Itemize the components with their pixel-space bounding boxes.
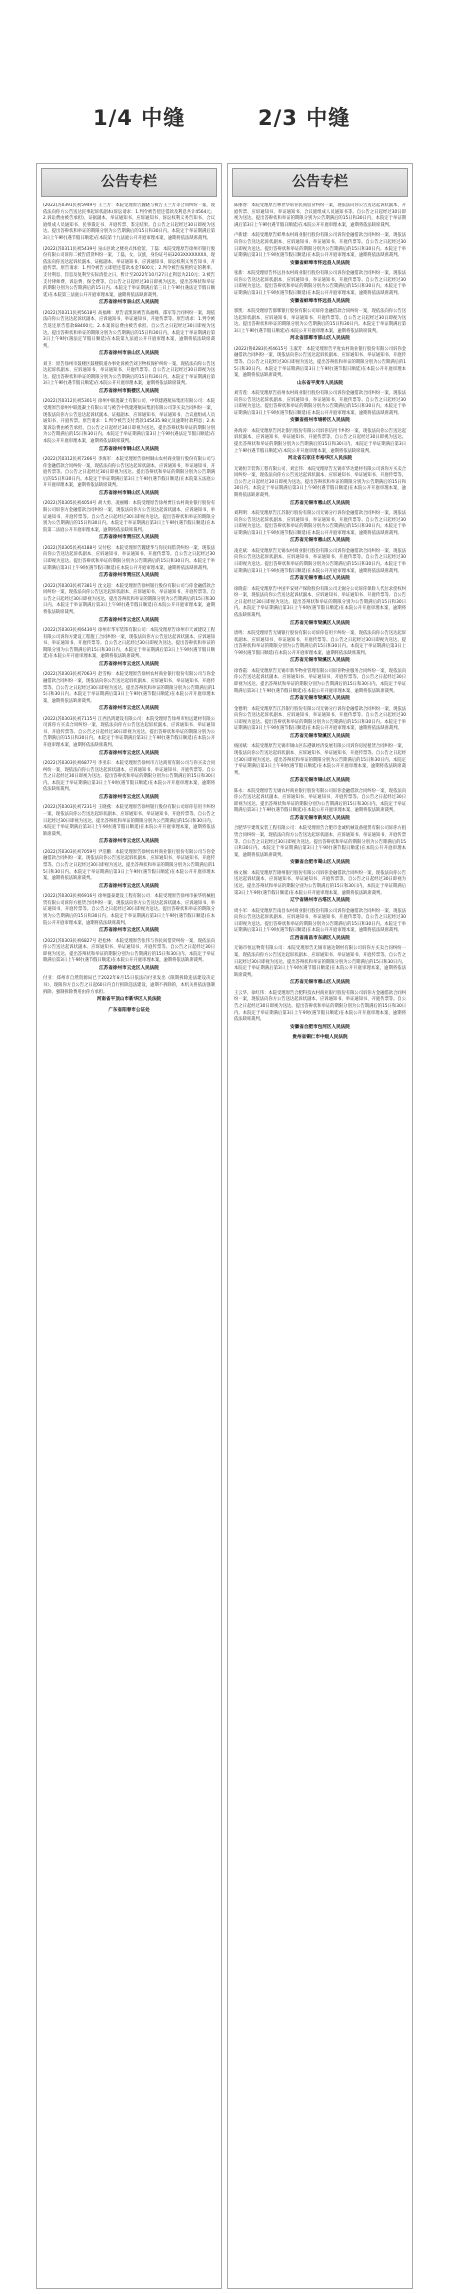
notice-item [43, 546, 215, 580]
notice-issuer: 河南省平顶山市新华区人民法院 [96, 997, 162, 1003]
notice-item [43, 311, 215, 358]
notice-issuer: 江苏省徐州市云龙区人民法院 [99, 839, 159, 845]
notice-item [43, 362, 215, 396]
notice-text: 刘雪莲：本院受理原告宿州农村商业银行股份有限公司诉你金融借款合同纠纷一案，现依法向你公告送达起诉状副本、应诉通知书、举证通知书、开庭传票等。自公告之日起经过30日即视为送达。提出答辩状和举证的期限分别为公告期满后的15日和30日内。本院定于举证期满后第3日上午9时(遇节假日顺延)在本院公开开庭审理本案，逾期将依法缺席裁判。 [234, 391, 406, 416]
notice-text: (2022)苏0303民初6827号 赵松林：本院受理原告张伟与你民间借贷纠纷一案，现依法向你公告送达起诉状副本、应诉通知书、举证通知书、开庭传票等。自公告之日起经过30日即视为送达。提出答辩状和举证的期限分别为公告期满后的15日和30日内。本院定于举证期满后第3日上午9时(遇节假日顺延)在本院公开开庭审理本案，逾期将依法缺席裁判。 [43, 938, 215, 964]
notice-item [43, 894, 215, 934]
notice-text: 刘利明：本院受理原告江苏银行股份有限公司无锡分行诉你金融借款合同纠纷一案，现依法向你公告送达起诉状副本、应诉通知书、举证通知书、开庭传票等。自公告之日起经过30日即视为送达。提出答辩状和举证的期限分别为公告期满后的15日和30日内。本院定于举证期满后第3日上午9时(遇节假日顺延)在本院公开开庭审理本案，逾期将依法缺席裁判。 [234, 511, 406, 536]
notice-item [234, 991, 406, 1031]
notice-text: (2022)苏0303民初6877号 李亚东：本院受理原告徐州市万达商贸有限公司与你买卖合同纠纷一案，现依法向你公告送达起诉状副本、应诉通知书、举证通知书、开庭传票等。自公告之日起经过30日即视为送达。提出答辩状和举证的期限分别为公告期满后的15日和30日内。本院定于举证期满后第3日上午9时(遇节假日顺延)在本院公开开庭审理本案，逾期将依法缺席裁判。 [43, 761, 215, 793]
notice-issuer: 江苏省无锡市惠山区人民法院 [290, 538, 350, 544]
notice-text: (2022)苏0312民初7266号 李海军：本院受理原告徐州铜山农村商业银行股份有限公司与你金融借款合同纠纷一案，现依法向你公告送达起诉状副本、应诉通知书、举证通知书、开庭传票等。自公告之日起经过30日即视为送达。提出答辩状和举证的期限分别为公告期满后的15日和30日内。本院定于举证期满后第3日上午9时(遇节假日顺延)在本院第五法庭公开开庭审理本案，逾期将依法缺席裁判。 [43, 457, 215, 489]
notice-text: (2022)苏0391民初5949号 王兰芳：本院受理原告魏晓与被告王兰芳等合同纠纷一案，现依法向你方公告送达民事起诉状副本(诉讼请求：1.判令被告偿还借款及利息共计4564元；2.诉讼费由被告承担)、证据副本、举证通知书、应诉通知书、诉讼权利义务告知书、合议庭组成人员通知书、民事裁定书、开庭传票、鉴定结果。自公告之日起经过30日即视为送达。提出答辩状和举证的期限分别为公告期满后的15日和30日内。本院定于举证期满后第3日上午9时(遇节假日顺延)在本院第十九法庭公开开庭审理本案，逾期将依法缺席裁判。 [43, 203, 215, 241]
notice-text: (2022)苏0305民初4054号 胡大勇、凌丽娜：本院受理原告徐州贾汪农村商业银行股份有限公司诉你方金融借款合同纠纷一案，现依法向你方公告送达起诉状副本、应诉通知书、举证通知书、开庭传票等。自公告之日起经过30日即视为送达。提出答辩状和举证的期限分别为公告期满后的15日和30日内。本院定于举证期满后第3日上午9时(遇节假日顺延)在本院第二法庭公开开庭审理本案，逾期将依法缺席裁判。 [43, 501, 215, 533]
notice-text: 刘卫：原告徐州市鼓楼区鼓楼街道办事处诉被告刘卫物权保护纠纷一案，现依法向你公告送达起诉状副本、应诉通知书、举证通知书、开庭传票等。自公告之日起经过30日即视为送达。提出答辩状和举证的期限分别为公告期满后的15日和30日内。本院定于举证期满后第3日上午9时(遇节假日顺延)在本院公开开庭审理本案，逾期将依法缺席裁判。 [43, 361, 215, 387]
notice-issuer: 江苏省徐州市云龙区人民法院 [99, 795, 159, 801]
notice-item [43, 672, 215, 712]
notice-item [234, 789, 406, 823]
notice-text: (2022)苏0305民初4188号 吴付松：本院受理原告魏建华与你民间借贷纠纷一案，现依法向你公告送达起诉状副本、应诉通知书、举证通知书、开庭传票等。自公告之日起经过30日即视为送达。提出答辩状和举证的期限分别为公告期满后的15日和30日内。本院定于举证期满后第3日上午9时(遇节假日顺延)在本院公开开庭审理本案，逾期将依法缺席裁判。 [43, 545, 215, 571]
notice-text: 王云华、徐红伟：本院受理原告合肥科技农村商业银行股份有限公司诉你方金融借款合同纠纷一案，现依法向你方公告送达起诉状副本、应诉通知书、举证通知书、开庭传票等。自公告之日起经过30日即视为送达。提出答辩状和举证的期限分别为公告期满后的15日和30日内。本院定于举证期满后第3日上午9时(遇节假日顺延)在本院公开开庭审理本案，逾期将依法缺席裁判。 [234, 990, 406, 1023]
notice-item [43, 805, 215, 845]
notice-text: (2022)苏0303民初6916号 徐州盛泰建设工程有限公司：本院受理原告徐州市振华机械租赁有限公司诉你方租赁合同纠纷一案，现依法向你方公告送达起诉状副本、应诉通知书、举证通知书、开庭传票等。自公告之日起经过30日即视为送达。提出答辩状和举证的期限分别为公告期满后的15日和30日内。本院定于举证期满后第3日上午9时(遇节假日顺延)在本院公开开庭审理本案，逾期将依法缺席裁判。 [43, 894, 215, 926]
notice-item [43, 457, 215, 497]
notice-item [234, 669, 406, 703]
notice-text: (2022)苏0303民初7381号 沈文超：本院受理原告徐州银行股份有限公司与你金融借款合同纠纷一案，现依法向你公告送达起诉状副本、应诉通知书、举证通知书、开庭传票等。自公告之日起经过30日即视为送达。提出答辩状和举证的期限分别为公告期满后的15日和30日内。本院定于举证期满后第3日上午9时(遇节假日顺延)在本院公开开庭审理本案，逾期将依法缺席裁判。 [43, 583, 215, 615]
notice-issuer: 江苏省徐州市铜山区人民法院 [99, 446, 159, 452]
notice-text: 郭凯：本院受理原告邯郸银行股份有限公司诉你金融借款合同纠纷一案，现依法向你公告送达起诉状副本、应诉通知书、举证通知书、开庭传票等。自公告之日起经过30日即视为送达。提出答辩状和举证的期限分别为公告期满后的15日和30日内。本院定于举证期满后第3日上午9时(遇节假日顺延)在本院公开开庭审理本案，逾期将依法缺席裁判。 [234, 308, 406, 334]
notice-item [43, 850, 215, 890]
notice-text: 杨文阁：本院受理原告锦州银行股份有限公司诉你金融借款合同纠纷一案，现依法向你公告送达起诉状副本、应诉通知书、举证通知书、开庭传票等。自公告之日起经过30日即视为送达。提出答辩状和举证的期限分别为公告期满后的15日和30日内。本院定于举证期满后第3日上午9时(遇节假日顺延)在本院公开开庭审理本案，逾期将依法缺席裁判。 [234, 870, 406, 896]
notice-issuer: 江苏省徐州市贾汪区人民法院 [99, 573, 159, 579]
notice-item [234, 871, 406, 905]
notice-issuer: 河北省邯郸市邯山区人民法院 [290, 336, 350, 342]
notice-issuer: 江苏省徐州市铜山区人民法院 [99, 491, 159, 496]
notice-text: (2022)苏0311民初5618号 高福峰：原告袁凯诉被告高福峰、邵军等合同纠纷一案，现依法向你公告送达起诉状副本、应诉通知书、举证通知书、开庭传票等。原告请求：1.判令被告返还原告借款68400元；2.本案诉讼费由被告承担。自公告之日起经过30日即视为送达。提出答辩状和举证的期限分别为公告期满后的15日和30日内。本院定于举证期满后第3日上午9时(遇法定节假日顺延)在本院第九法庭公开开庭审理本案，逾期将依法缺席裁判。 [43, 310, 215, 349]
notice-item [234, 429, 406, 463]
notice-item [43, 203, 215, 243]
notice-column-left [36, 163, 222, 2289]
notice-text: 徐晓雷：本院受理原告中国平安财产保险股份有限公司无锡分公司诉你保险人代位求偿权纠纷一案，现依法向你公告送达起诉状副本、应诉通知书、举证通知书、开庭传票等。自公告之日起经过30日即视为送达。提出答辩状和举证的期限分别为公告期满后的15日和30日内。本院定于举证期满后第3日上午9时(遇节假日顺延)在本院公开开庭审理本案，逾期将依法缺席裁判。 [234, 586, 406, 618]
notice-item [234, 909, 406, 943]
notice-item [43, 501, 215, 541]
notice-item [234, 631, 406, 665]
notice-item [43, 761, 215, 801]
notice-issuer: 江苏省徐州市云龙区人民法院 [99, 661, 159, 667]
notice-issuer: 江苏省徐州市云龙区人民法院 [99, 928, 159, 934]
notice-text: 唐鸣：本院受理原告无锡银行股份有限公司诉你信用卡纠纷一案，现依法向你公告送达起诉状副本、应诉通知书、举证通知书、开庭传票等。自公告之日起经过30日即视为送达。提出答辩状和举证的期限分别为公告期满后的15日和30日内。本院定于举证期满后第3日上午9时(遇节假日顺延)在本院公开开庭审理本案，逾期将依法缺席裁判。 [234, 630, 406, 656]
notice-item [234, 347, 406, 387]
notice-item [234, 391, 406, 425]
notice-text: 陈永：本院受理原告无锡农村商业银行股份有限公司诉你金融借款合同纠纷一案，现依法向你公告送达起诉状副本、应诉通知书、举证通知书、开庭传票等。自公告之日起经过30日即视为送达。提出答辩状和举证的期限分别为公告期满后的15日和30日内。本院定于举证期满后第3日上午9时(遇节假日顺延)在本院公开开庭审理本案，逾期将依法缺席裁判。 [234, 788, 406, 814]
notice-item [234, 549, 406, 583]
notice-issuer: 江苏省无锡市梁溪区人民法院 [290, 696, 350, 702]
notice-item [234, 309, 406, 343]
notice-issuer: 江苏省无锡市梁溪区人民法院 [290, 620, 350, 626]
notice-issuer: 江苏省徐州市云龙区人民法院 [99, 617, 159, 623]
notice-item [43, 399, 215, 453]
notice-issuer: 江苏省徐州市鼓楼区人民法院 [99, 389, 159, 395]
notice-text: 卢新建：本院受理原告蚌埠农村商业银行股份有限公司诉你金融借款合同纠纷一案，现依法向你公告送达起诉状副本、应诉通知书、举证通知书、开庭传票等。自公告之日起经过30日即视为送达。提出答辩状和举证的期限分别为公告期满后的15日和30日内。本院定于举证期满后第3日上午9时(遇节假日顺延)在本院公开开庭审理本案，逾期将依法缺席裁判。 [234, 233, 406, 259]
fold-label-quarter: 1/4 中缝 [93, 106, 186, 130]
notice-item [43, 939, 215, 973]
notice-issuer: 安徽省合肥市蜀山区人民法院 [290, 860, 350, 866]
notice-text: (2022)苏0303民初6430号 徐州市华军装饰有限公司：本院受理原告徐州市天诚建设工程有限公司诉你方建设工程施工合同纠纷一案，现依法向你方公告送达起诉状副本、应诉通知书、举证通知书、开庭传票等。自公告之日起经过30日即视为送达。提出答辩状和举证的期限分别为公告期满后的15日和30日内。本院定于举证期满后第3日上午9时(遇节假日顺延)在本院公开开庭审理本案，逾期将依法缺席裁判。 [43, 627, 215, 660]
notice-issuer: 广东省阳春市公证处 [108, 1007, 150, 1013]
notice-text: 合肥华宇建筑安装工程有限公司：本院受理原告合肥市金诚机械设备租赁有限公司诉你方租赁合同纠纷一案，现依法向你方公告送达起诉状副本、应诉通知书、举证通知书、开庭传票等。自公告之日起经过30日即视为送达。提出答辩状和举证的期限分别为公告期满后的15日和30日内。本院定于举证期满后第3日上午9时(遇节假日顺延)在本院公开开庭审理本案，逾期将依法缺席裁判。 [234, 826, 406, 858]
notice-issuer: 江苏省徐州市泉山区人民法院 [99, 300, 159, 306]
notice-item [234, 1035, 406, 1041]
column-heading: 公告专栏 [232, 168, 408, 197]
notice-issuer: 山东省平度市人民法院 [297, 380, 343, 386]
notice-issuer: 江苏省无锡市惠山区人民法院 [290, 500, 350, 506]
notice-issuer: 江苏省徐州市云龙区人民法院 [99, 750, 159, 756]
notice-text: (2022)鲁0283民初4615号 王淑芳：本院受理原告平度农村商业银行股份有限公司诉你金融借款合同纠纷一案，现依法向你公告送达起诉状副本、应诉通知书、举证通知书、开庭传票等。自公告之日起经过30日即视为送达。提出答辩状和举证的期限分别为公告期满后的15日和30日内。本院定于举证期满后第3日上午9时(遇节假日顺延)在本院公开开庭审理本案，逾期将依法缺席裁判。 [234, 346, 406, 379]
notice-issuer: 安徽省宿州市埇桥区人民法院 [290, 418, 350, 424]
notice-issuer: 辽宁省锦州市古塔区人民法院 [290, 898, 350, 904]
notice-text: 周小军：本院受理原告南昌农村商业银行股份有限公司诉你金融借款合同纠纷一案，现依法向你公告送达起诉状副本、应诉通知书、举证通知书、开庭传票等。自公告之日起经过30日即视为送达。提出答辩状和举证的期限分别为公告期满后的15日和30日内。本院定于举证期满后第3日上午9时(遇节假日顺延)在本院公开开庭审理本案，逾期将依法缺席裁判。 [234, 908, 406, 934]
notice-text: 张新：本院受理原告怀远县农村商业银行股份有限公司诉你金融借款合同纠纷一案，现依法向你公告送达起诉状副本、应诉通知书、举证通知书、开庭传票等。自公告之日起经过30日即视为送达。提出答辩状和举证的期限分别为公告期满后的15日和30日内。本院定于举证期满后第3日上午9时(遇节假日顺延)在本院公开开庭审理本案，逾期将依法缺席裁判。 [234, 271, 406, 296]
notice-issuer: 贵州省铜仁市中级人民法院 [292, 1035, 348, 1041]
notice-item [234, 744, 406, 784]
notice-issuer: 江苏省无锡市梁溪区人民法院 [290, 733, 350, 739]
notice-item [234, 946, 406, 986]
notice-text: (2022)苏0312民初5301号 徐州中联混凝土有限公司、中铁建港航局集团有限公司：本院受理原告徐州中联混凝土有限公司与被告中铁建港航局集团有限公司等买卖合同纠纷一案，现依法向你方公告送达起诉状副本、证据副本、应诉通知书、举证通知书、合议庭组成人员通知书、开庭传票。原告请求：1.判令被告支付货款145435.98元及逾期付款利息；2.本案诉讼费由被告承担。自公告之日起经过30日即视为送达。提出答辩状和举证的期限分别为公告期满后的15日和30日内。本院定于举证期满后第3日上午9时(遇法定节假日顺延)在本院公开开庭审理本案，逾期将依法缺席裁判。 [43, 399, 215, 445]
notice-issuer: 江苏省徐州市贾汪区人民法院 [99, 535, 159, 541]
notice-text: 无锡市恒远物资有限公司：本院受理原告无锡市通达钢材有限公司诉你方买卖合同纠纷一案，现依法向你方公告送达起诉状副本、应诉通知书、举证通知书、开庭传票等。自公告之日起经过30日即视为送达。提出答辩状和举证的期限分别为公告期满后的15日和30日内。本院定于举证期满后第3日上午9时(遇节假日顺延)在本院公开开庭审理本案，逾期将依法缺席裁判。 [234, 946, 406, 978]
notice-column-right [227, 163, 413, 2289]
notice-item [43, 1008, 215, 1014]
notice-item [234, 826, 406, 866]
notice-issuer: 江苏省无锡市梁溪区人民法院 [290, 658, 350, 664]
notice-text: (2022)苏0303民初7059号 尹浩鹏：本院受理原告徐州农村商业银行股份有限公司与你金融借款合同纠纷一案，现依法向你公告送达起诉状副本、应诉通知书、举证通知书、开庭传票等。自公告之日起经过30日即视为送达。提出答辩状和举证的期限分别为公告期满后的15日和30日内。本院定于举证期满后第3日上午9时(遇节假日顺延)在本院公开开庭审理本案，逾期将依法缺席裁判。 [43, 849, 215, 882]
notice-item [43, 584, 215, 624]
notice-issuer: 江苏省徐州市泉山区人民法院 [99, 351, 159, 357]
notice-item [43, 976, 215, 1003]
notice-item [43, 247, 215, 307]
notice-item [234, 707, 406, 741]
notice-issuer: 安徽省合肥市包河区人民法院 [290, 1024, 350, 1030]
notice-text: (2022)苏0311民初5439号 泉山区欧之楼亮式体验馆、丁磊：本院受理原告徐州市银行股份有限公司诉你二被告借贷纠纷一案，丁磊，女，汉族，身份证号码3203XXXXXXXX，现依法向你送达起诉状副本、证据副本、举证通知书、应诉通知书、诉讼权利义务告知书、开庭传票。原告请求：1.判令被告立即偿还借款本金7600元；2.判令被告按照约定的利率、支付利息、罚息及复利至实际清偿之日，暂计至2022年10月27日止利息为210元；3.被告支付律师费、诉讼费、保全费等。自公告之日起经过30日即视为送达。提出答辩状和举证的期限分别为公告期满后的15日内。本院定于举证期满后第三日上午9时(遇法定节假日顺延)在本院第三法庭公开开庭审理本案，逾期将依法缺席裁判。 [43, 246, 215, 298]
notice-text: 杨国斌：本院受理原告无锡市锡山区东港镇经济发展有限公司诉你房屋租赁合同纠纷一案，现依法向你公告送达起诉状副本、应诉通知书、举证通知书、开庭传票等。自公告之日起经过30日即视为送达。提出答辩状和举证的期限分别为公告期满后的15日和30日内。本院定于举证期满后第3日上午9时(遇节假日顺延)在本院公开开庭审理本案，逾期将依法缺席裁判。 [234, 744, 406, 776]
notice-text: 无锡恒丰装饰工程有限公司、刘宏伟：本院受理原告无锡市华达建材有限公司诉你方买卖合同纠纷一案，现依法向你方公告送达起诉状副本、应诉通知书、举证通知书、开庭传票等。自公告之日起经过30日即视为送达。提出答辩状和举证的期限分别为公告期满后的15日和30日内。本院定于举证期满后第3日上午9时(遇节假日顺延)在本院公开开庭审理本案，逾期将依法缺席裁判。 [234, 466, 406, 499]
notice-text: 陈丽春：本院受理原告林世华诉你民间借贷纠纷一案，现依法向你公告送达起诉状副本、开庭传票、应诉通知书、举证通知书、合议庭组成人员通知书等。自公告之日起经过30日即视为送达。提出答辩状和举证的期限分别为公告期满后的15日和30日内。本院定于举证期满后第3日上午9时(遇节假日顺延)在本院公开开庭审理本案，逾期将依法缺席裁判。 [234, 203, 406, 228]
notice-text: 金德明：本院受理原告江苏银行股份有限公司无锡分行诉你金融借款合同纠纷一案，现依法向你公告送达起诉状副本、应诉通知书、举证通知书、开庭传票等。自公告之日起经过30日即视为送达。提出答辩状和举证的期限分别为公告期满后的15日和30日内。本院定于举证期满后第3日上午9时(遇节假日顺延)在本院公开开庭审理本案，逾期将依法缺席裁判。 [234, 706, 406, 732]
column-body [43, 203, 215, 2283]
notice-text: 徐春霞：本院受理原告无锡市新华物业管理有限公司诉你物业服务合同纠纷一案，现依法向你公告送达起诉状副本、应诉通知书、举证通知书、开庭传票等。自公告之日起经过30日即视为送达。提出答辩状和举证的期限分别为公告期满后的15日和30日内。本院定于举证期满后第3日上午9时(遇节假日顺延)在本院公开开庭审理本案，逾期将依法缺席裁判。 [234, 668, 406, 694]
notice-item [234, 587, 406, 627]
notice-issuer: 江西省南昌市东湖区人民法院 [290, 936, 350, 941]
notice-item [234, 203, 406, 229]
notice-text: 凌克斌：本院受理原告无锡农村商业银行股份有限公司诉你金融借款合同纠纷一案，现依法向你公告送达起诉状副本、应诉通知书、举证通知书、开庭传票等。自公告之日起经过30日即视为送达。提出答辩状和举证的期限分别为公告期满后的15日和30日内。本院定于举证期满后第3日上午9时(遇节假日顺延)在本院公开开庭审理本案，逾期将依法缺席裁判。 [234, 548, 406, 574]
notice-item [234, 233, 406, 267]
notice-issuer: 江苏省无锡市锡山区人民法院 [290, 778, 350, 784]
notice-item [234, 511, 406, 545]
notice-item [234, 467, 406, 507]
fold-label-two-thirds: 2/3 中缝 [258, 106, 351, 130]
notice-item [234, 271, 406, 305]
notice-issuer: 河北省石家庄市裕华区人民法院 [287, 456, 353, 462]
column-heading: 公告专栏 [41, 168, 217, 197]
notice-item [43, 628, 215, 668]
column-body [234, 203, 406, 2283]
notice-issuer: 江苏省徐州市云龙区人民法院 [99, 706, 159, 712]
notice-issuer: 江苏省无锡市惠山区人民法院 [290, 980, 350, 986]
notice-issuer: 安徽省蚌埠市怀远县人民法院 [290, 298, 350, 304]
notice-issuer: 江苏省无锡市新吴区人民法院 [290, 816, 350, 822]
notice-issuer: 江苏省徐州市云龙区人民法院 [99, 883, 159, 889]
notice-issuer: 江苏省无锡市惠山区人民法院 [290, 576, 350, 582]
notice-text: 付亚：郑州市自然资源局已于2022年8月15日依法向付亚发出《限期拆除违法建设决定书》，现限你方自公告之日起60日内自行拆除违法建设，逾期不拆除的，本机关将依法强制拆除，强制拆除费用由你方承担。 [43, 976, 215, 995]
notice-text: (2022)苏0303民初7063号 赵雪梅：本院受理原告徐州农村商业银行股份有限公司与你金融借款合同纠纷一案，现依法向你公告送达起诉状副本、应诉通知书、举证通知书、开庭传票等。自公告之日起经过30日即视为送达。提出答辩状和举证的期限分别为公告期满后的15日和30日内。本院定于举证期满后第3日上午9时(遇节假日顺延)在本院公开开庭审理本案，逾期将依法缺席裁判。 [43, 672, 215, 704]
notice-text: (2022)苏0303民初7115号 江西昌鸿建设有限公司：本院受理原告徐州市恒远建材有限公司诉你方买卖合同纠纷一案，现依法向你方公告送达起诉状副本、应诉通知书、举证通知书、开庭传票等。自公告之日起经过30日即视为送达。提出答辩状和举证的期限分别为公告期满后的15日和30日内。本院定于举证期满后第3日上午9时(遇节假日顺延)在本院公开开庭审理本案，逾期将依法缺席裁判。 [43, 716, 215, 749]
notice-item [43, 717, 215, 757]
notice-issuer: 江苏省徐州市云龙区人民法院 [99, 965, 159, 971]
notice-text: 孙海涛：本院受理原告河北银行股份有限公司诉你信用卡纠纷一案，现依法向你公告送达起诉状副本、应诉通知书、举证通知书、开庭传票等。自公告之日起经过30日即视为送达。提出答辩状和举证的期限分别为公告期满后的15日和30日内。本院定于举证期满后第3日上午9时(遇节假日顺延)在本院公开开庭审理本案，逾期将依法缺席裁判。 [234, 428, 406, 454]
notice-text: (2022)苏0303民初7231号 王晓燕：本院受理原告徐州银行股份有限公司诉你信用卡纠纷一案，现依法向你公告送达起诉状副本、应诉通知书、举证通知书、开庭传票等。自公告之日起经过30日即视为送达。提出答辩状和举证的期限分别为公告期满后的15日和30日内。本院定于举证期满后第3日上午9时(遇节假日顺延)在本院公开开庭审理本案，逾期将依法缺席裁判。 [43, 805, 215, 837]
notice-issuer: 安徽省蚌埠市怀远县人民法院 [290, 260, 350, 266]
